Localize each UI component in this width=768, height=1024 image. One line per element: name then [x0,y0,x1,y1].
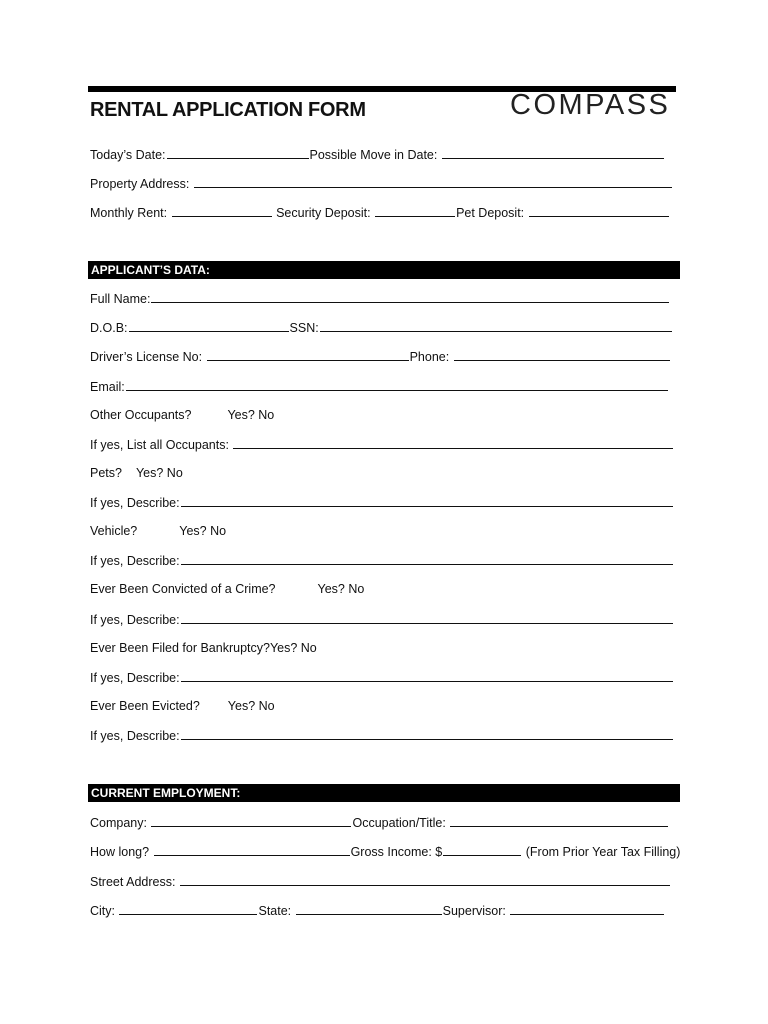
row-evicted-describe [90,726,680,744]
ssn-field[interactable] [320,318,672,332]
row-vehicle-describe [90,551,680,569]
form-title: RENTAL APPLICATION FORM [90,99,366,121]
row-other-occupants [90,406,680,424]
row-city-state-supervisor [90,901,680,919]
row-email [90,377,680,395]
security-deposit-label: Security Deposit: [276,206,371,220]
row-street-address [90,872,680,890]
pet-deposit-field[interactable] [529,203,669,217]
property-address-field[interactable] [194,174,672,188]
drivers-license-field[interactable] [207,347,409,361]
evicted-describe-label: If yes, Describe: [90,729,180,743]
email-field[interactable] [126,377,668,391]
monthly-rent-label: Monthly Rent: [90,206,168,220]
street-address-field[interactable] [180,872,670,886]
full-name-field[interactable] [151,289,669,303]
row-pets [90,464,680,482]
todays-date-label: Today’s Date: [90,148,166,162]
row-dates [90,145,680,163]
gross-income-field[interactable] [443,842,521,856]
vehicle-describe-field[interactable] [181,551,673,565]
employment-section-heading: CURRENT EMPLOYMENT: [88,784,680,802]
dob-field[interactable] [129,318,289,332]
vehicle-options[interactable]: Yes? No [179,524,227,538]
crime-describe-field[interactable] [181,610,673,624]
row-rent-deposits [90,203,680,221]
company-field[interactable] [151,813,351,827]
city-field[interactable] [119,901,257,915]
list-occupants-field[interactable] [233,435,673,449]
occupation-label: Occupation/Title: [352,816,446,830]
row-full-name [90,289,680,307]
supervisor-field[interactable] [510,901,664,915]
how-long-label: How long? [90,845,150,859]
pets-options[interactable]: Yes? No [135,466,183,480]
crime-describe-label: If yes, Describe: [90,613,180,627]
supervisor-label: Supervisor: [442,904,506,918]
row-bankruptcy [90,639,680,657]
row-dob-ssn [90,318,680,336]
applicant-section-heading: APPLICANT’S DATA: [88,261,680,279]
todays-date-field[interactable] [167,145,309,159]
how-long-field[interactable] [154,842,350,856]
vehicle-label: Vehicle? [90,524,138,538]
evicted-options[interactable]: Yes? No [227,699,275,713]
property-address-label: Property Address: [90,177,190,191]
row-crime-describe [90,610,680,628]
city-label: City: [90,904,115,918]
row-pets-describe [90,493,680,511]
crime-label: Ever Been Convicted of a Crime? [90,582,276,596]
monthly-rent-field[interactable] [172,203,272,217]
pets-describe-label: If yes, Describe: [90,496,180,510]
state-field[interactable] [296,901,442,915]
dob-label: D.O.B: [90,321,128,335]
row-property-address [90,174,680,192]
crime-options[interactable]: Yes? No [317,582,365,596]
row-bankruptcy-describe [90,668,680,686]
row-crime [90,580,680,598]
bankruptcy-label: Ever Been Filed for Bankruptcy? [90,641,270,655]
bankruptcy-describe-field[interactable] [181,668,673,682]
evicted-describe-field[interactable] [181,726,673,740]
row-vehicle [90,522,680,540]
full-name-label: Full Name: [90,292,151,306]
email-label: Email: [90,380,125,394]
other-occupants-options[interactable]: Yes? No [227,408,275,422]
row-howlong-income [90,842,680,860]
state-label: State: [258,904,292,918]
gross-income-label: Gross Income: $ [350,845,443,859]
tax-note: (From Prior Year Tax Filling) [525,845,680,859]
company-label: Company: [90,816,147,830]
phone-field[interactable] [454,347,670,361]
evicted-label: Ever Been Evicted? [90,699,200,713]
street-address-label: Street Address: [90,875,176,889]
drivers-license-label: Driver’s License No: [90,350,203,364]
pet-deposit-label: Pet Deposit: [456,206,525,220]
row-company-occupation [90,813,680,831]
row-evicted [90,697,680,715]
phone-label: Phone: [409,350,450,364]
other-occupants-label: Other Occupants? [90,408,192,422]
vehicle-describe-label: If yes, Describe: [90,554,180,568]
move-in-date-field[interactable] [442,145,664,159]
pets-label: Pets? [90,466,122,480]
compass-logo: COMPASS [510,89,671,121]
ssn-label: SSN: [289,321,319,335]
security-deposit-field[interactable] [375,203,455,217]
bankruptcy-options[interactable]: Yes? No [269,641,317,655]
occupation-field[interactable] [450,813,668,827]
pets-describe-field[interactable] [181,493,673,507]
move-in-date-label: Possible Move in Date: [309,148,438,162]
bankruptcy-describe-label: If yes, Describe: [90,671,180,685]
row-license-phone [90,347,680,365]
row-list-occupants [90,435,680,453]
list-occupants-label: If yes, List all Occupants: [90,438,229,452]
